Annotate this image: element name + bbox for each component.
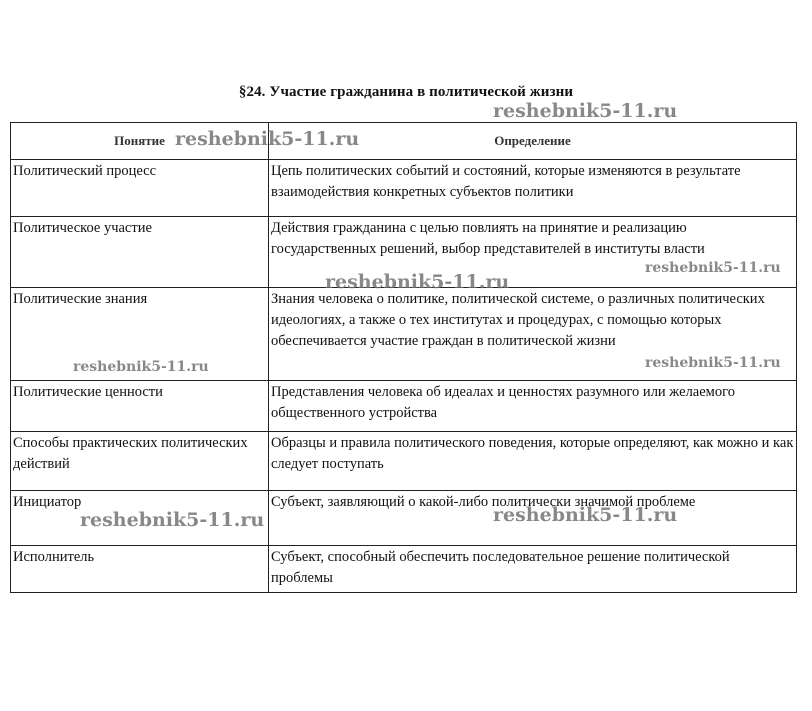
term-cell: Инициатор xyxy=(11,491,269,546)
watermark: reshebnik5-11.ru xyxy=(493,504,678,526)
watermark: reshebnik5-11.ru xyxy=(645,260,781,276)
watermark: reshebnik5-11.ru xyxy=(175,128,360,150)
table-row xyxy=(11,288,797,381)
term-cell: Политический процесс xyxy=(11,160,269,217)
definition-cell: Субъект, заявляющий о какой-либо политически значимой проблеме xyxy=(269,491,797,546)
term-cell: Политические ценности xyxy=(11,381,269,432)
definition-cell: Образцы и правила политического поведения, которые определяют, как можно и как следует поступать xyxy=(269,432,797,491)
watermark: reshebnik5-11.ru xyxy=(80,509,265,531)
watermark: reshebnik5-11.ru xyxy=(645,355,781,371)
table-row xyxy=(11,217,797,288)
terms-table xyxy=(10,122,797,593)
watermark: reshebnik5-11.ru xyxy=(73,359,209,375)
definition-cell: Цепь политических событий и состояний, которые изменяются в результате взаимодействия конкретных субъектов политики xyxy=(269,160,797,217)
watermark: reshebnik5-11.ru xyxy=(493,100,678,122)
term-cell: Исполнитель xyxy=(11,546,269,593)
term-cell: Политические знания xyxy=(11,288,269,381)
term-cell: Способы практических политических действий xyxy=(11,432,269,491)
table-row xyxy=(11,546,797,593)
table-row xyxy=(11,381,797,432)
column-header-definition: Определение xyxy=(269,123,797,160)
definition-cell: Действия гражданина с целью повлиять на принятие и реализацию государственных решений, выбор представителей в институты власти xyxy=(269,217,797,288)
table-header-row xyxy=(11,123,797,160)
term-cell: Политическое участие xyxy=(11,217,269,288)
table-row xyxy=(11,491,797,546)
definition-cell: Представления человека об идеалах и ценностях разумного или желаемого общественного устройства xyxy=(269,381,797,432)
page-title: §24. Участие гражданина в политической жизни xyxy=(238,84,574,100)
definition-cell: Знания человека о политике, политической системе, о различных политических идеологиях, а также о тех институтах и процедурах, с помощью которых обеспечивается участие граждан в политической жизни xyxy=(269,288,797,381)
definition-cell: Субъект, способный обеспечить последовательное решение политической проблемы xyxy=(269,546,797,593)
table-row xyxy=(11,432,797,491)
column-header-term: Понятие xyxy=(11,123,269,160)
table-row xyxy=(11,160,797,217)
watermark: reshebnik5-11.ru xyxy=(325,271,510,293)
